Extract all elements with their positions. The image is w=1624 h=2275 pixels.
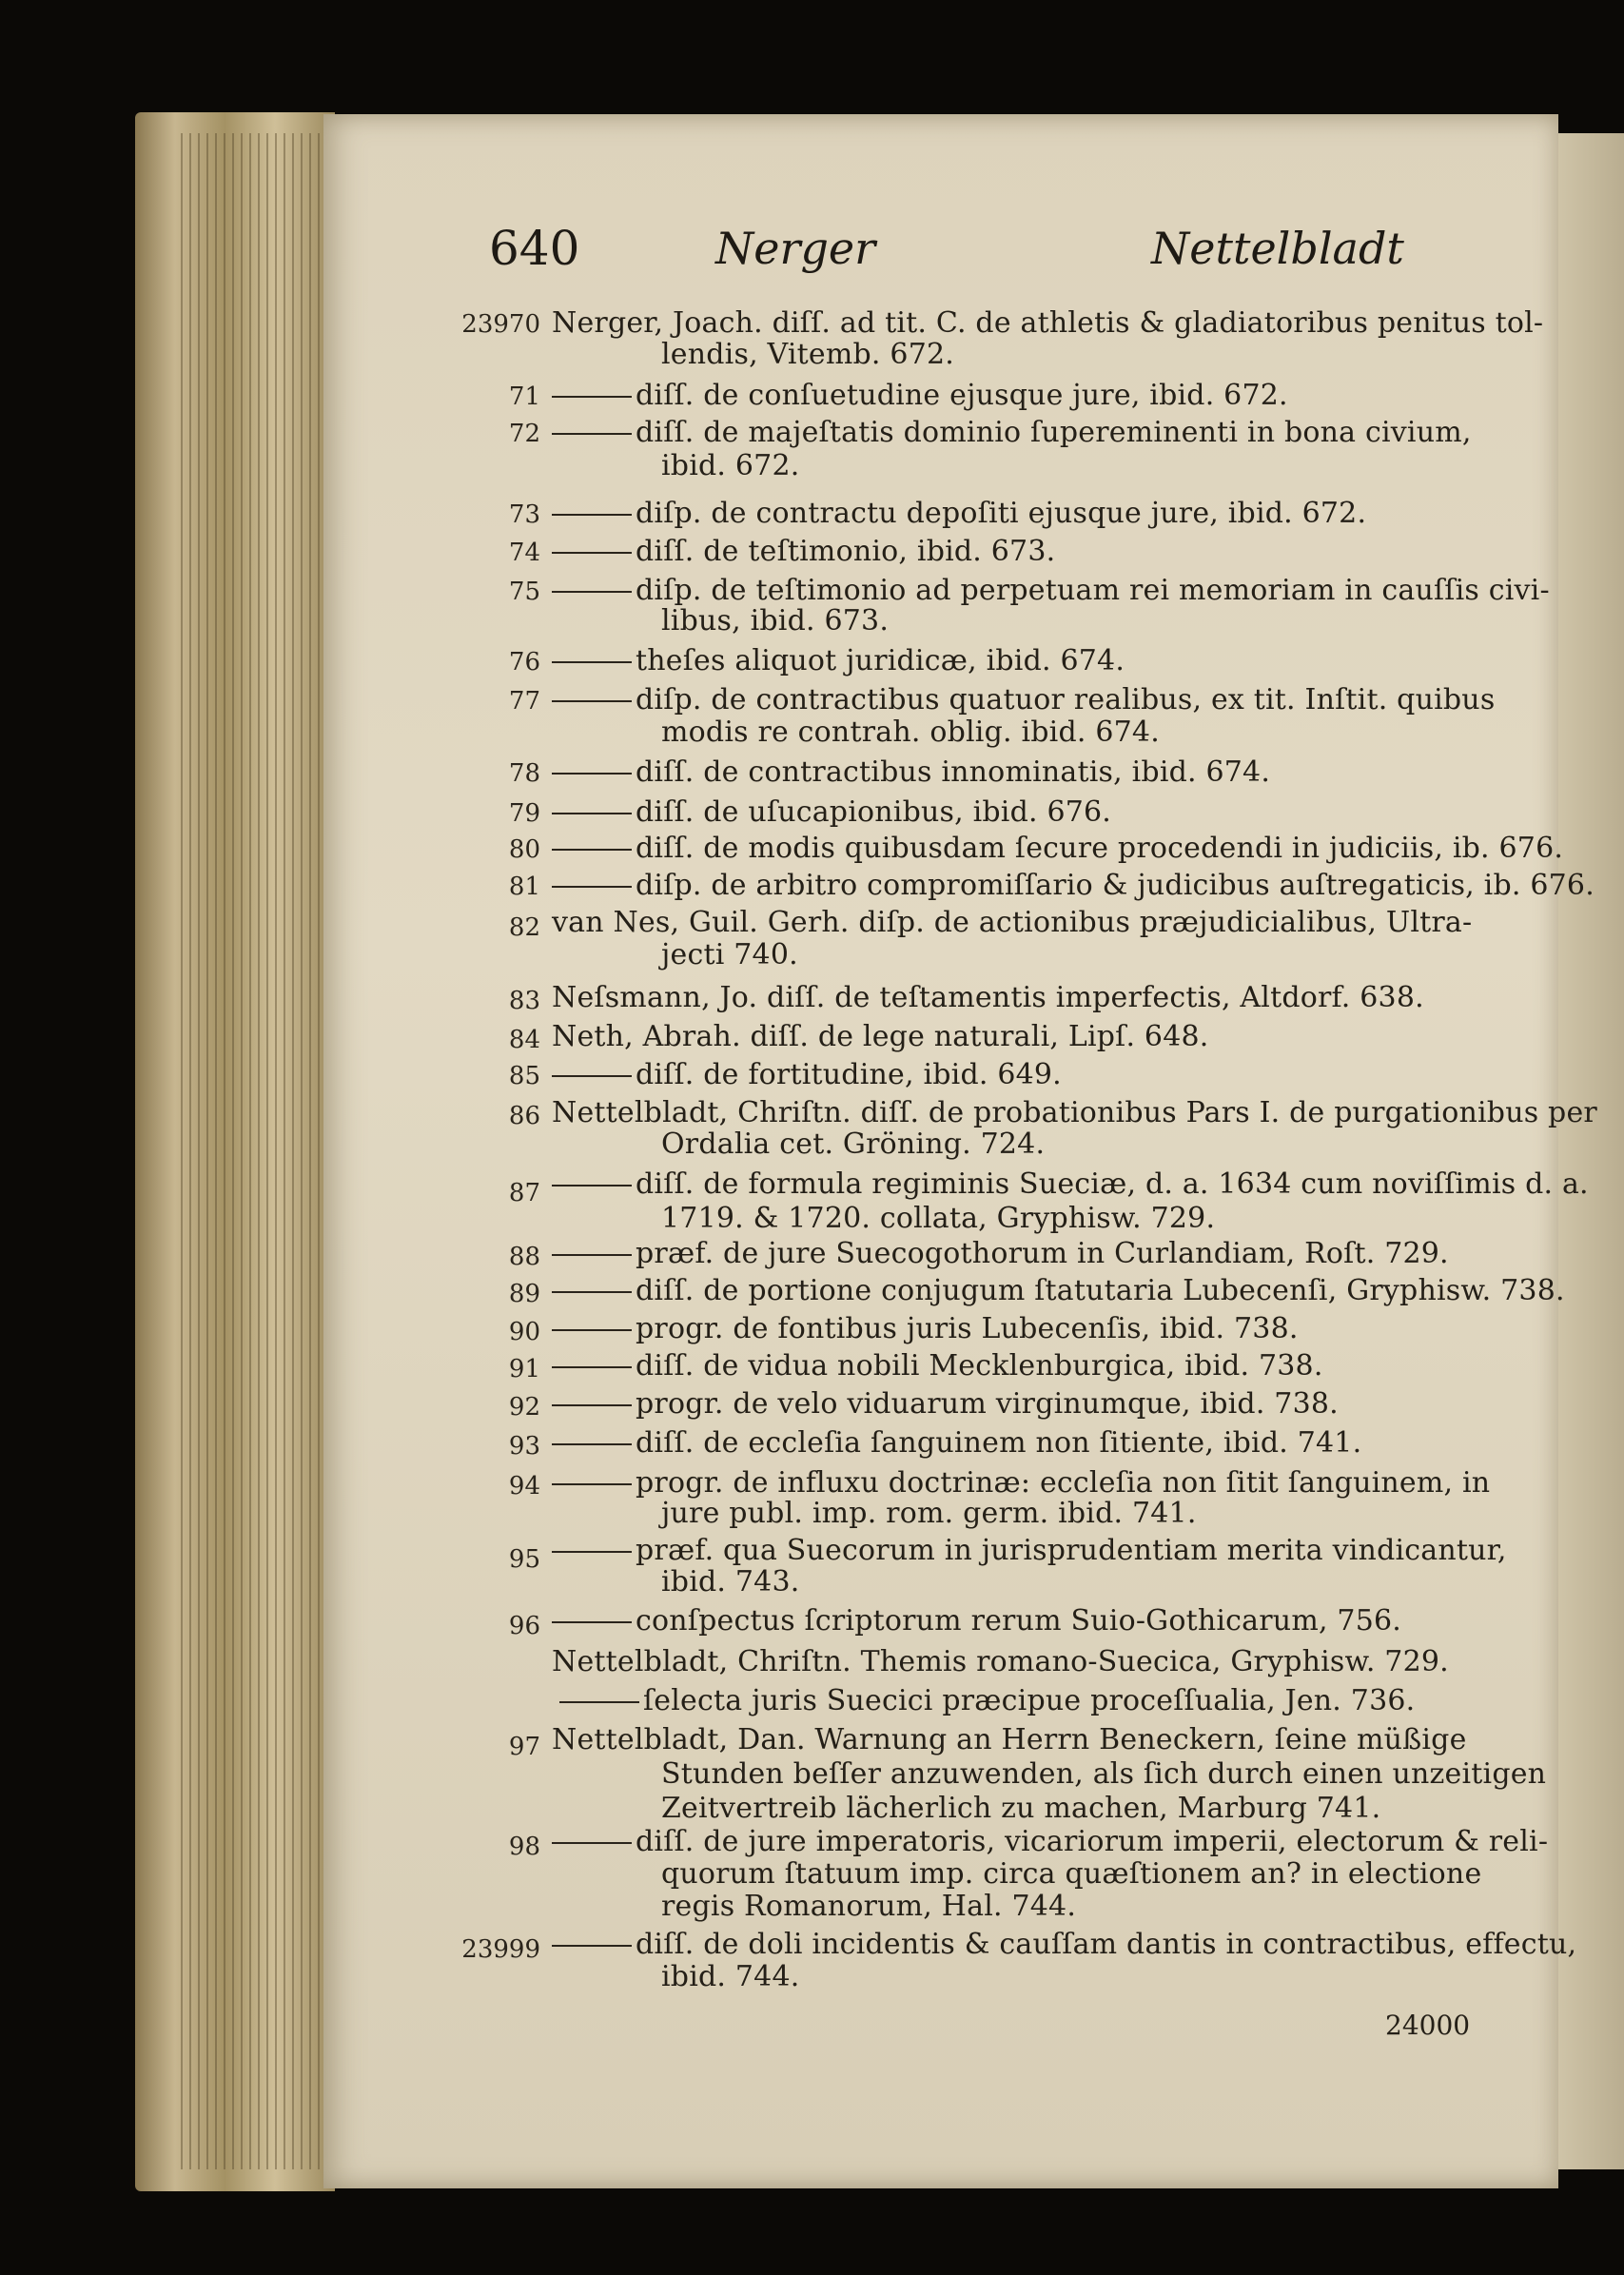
entry-number: 90 [508, 1318, 540, 1346]
entry-number: 75 [508, 578, 540, 606]
page-number: 640 [489, 221, 580, 276]
ditto-dash [559, 1701, 639, 1703]
entry-line: progr. de fontibus juris Lubecenſis, ibid. 738. [636, 1312, 1299, 1345]
ditto-dash [552, 552, 632, 554]
entry-line: jecti 740. [661, 938, 798, 971]
ditto-dash [552, 1842, 632, 1844]
entry-line: Nettelbladt, Chriſtn. diſſ. de probationibus Pars I. de purgationibus per [552, 1096, 1597, 1129]
ditto-dash [552, 1443, 632, 1445]
entry-line: progr. de velo viduarum virginumque, ibid. 738. [636, 1387, 1339, 1421]
entry-number: 82 [508, 913, 540, 942]
entry-line: diſſ. de vidua nobili Mecklenburgica, ibid. 738. [636, 1349, 1323, 1383]
ditto-dash [552, 1621, 632, 1623]
entry-number: 85 [508, 1062, 540, 1090]
ditto-dash [552, 661, 632, 663]
entry-line: regis Romanorum, Hal. 744. [661, 1890, 1077, 1923]
entry-line: progr. de influxu doctrinæ: eccleſia non ſitit ſanguinem, in [636, 1466, 1491, 1500]
entry-line: diſſ. de jure imperatoris, vicariorum imperii, electorum & reli- [636, 1825, 1549, 1858]
entry-line: quorum ſtatuum imp. circa quæſtionem an? in electione [661, 1857, 1482, 1891]
entry-line: diſſ. de uſucapionibus, ibid. 676. [636, 795, 1112, 829]
entry-line: ſelecta juris Suecici præcipue proceſſualia, Jen. 736. [643, 1684, 1416, 1717]
entry-number: 79 [508, 799, 540, 828]
ditto-dash [552, 813, 632, 814]
entry-number: 81 [508, 873, 540, 901]
entry-number: 88 [508, 1243, 540, 1271]
entry-line: theſes aliquot juridicæ, ibid. 674. [636, 644, 1125, 677]
header-right-title: Nettelbladt [1151, 223, 1404, 274]
entry-number: 86 [508, 1102, 540, 1130]
entry-line: jure publ. imp. rom. germ. ibid. 741. [661, 1497, 1197, 1530]
entry-line: præf. qua Suecorum in jurisprudentiam merita vindicantur, [636, 1534, 1507, 1567]
entry-line: libus, ibid. 673. [661, 604, 890, 637]
entry-number: 96 [508, 1612, 540, 1640]
entry-line: diſſ. de eccleſia ſanguinem non ſitiente, ibid. 741. [636, 1426, 1362, 1460]
entry-line: Nettelbladt, Dan. Warnung an Herrn Beneckern, ſeine müßige [552, 1723, 1467, 1756]
ditto-dash [552, 1551, 632, 1553]
entry-line: diſſ. de modis quibusdam ſecure procedendi in judiciis, ib. 676. [636, 832, 1564, 865]
entry-number: 94 [508, 1472, 540, 1500]
entry-number: 89 [508, 1280, 540, 1308]
ditto-dash [552, 1483, 632, 1485]
entry-number: 80 [508, 835, 540, 864]
ditto-dash [552, 433, 632, 435]
entry-line: Zeitvertreib lächerlich zu machen, Marburg 741. [661, 1792, 1381, 1825]
entry-number: 95 [508, 1545, 540, 1574]
entry-number: 71 [508, 382, 540, 411]
entry-line: Nettelbladt, Chriſtn. Themis romano-Suecica, Gryphisw. 729. [552, 1645, 1449, 1678]
entry-line: Neſsmann, Jo. diſſ. de teſtamentis imperfectis, Altdorf. 638. [552, 981, 1424, 1014]
entry-line: diſp. de contractu depoſiti ejusque jure, ibid. 672. [636, 497, 1367, 530]
entry-line: diſp. de arbitro compromiſſario & judicibus auſtregaticis, ib. 676. [636, 869, 1595, 902]
entry-number: 97 [508, 1733, 540, 1761]
entry-line: Nerger, Joach. diſſ. ad tit. C. de athletis & gladiatoribus penitus tol- [552, 306, 1544, 340]
entry-line: Neth, Abrah. diſſ. de lege naturali, Lipſ. 648. [552, 1020, 1209, 1053]
ditto-dash [552, 1329, 632, 1331]
ditto-dash [552, 849, 632, 851]
entry-number: 83 [508, 987, 540, 1015]
entry-line: diſſ. de portione conjugum ſtatutaria Lubecenſi, Gryphisw. 738. [636, 1274, 1565, 1307]
entry-line: conſpectus ſcriptorum rerum Suio-Gothicarum, 756. [636, 1604, 1402, 1638]
entry-number: 23970 [461, 310, 540, 339]
entry-number: 73 [508, 500, 540, 529]
ditto-dash [552, 773, 632, 775]
ditto-dash [552, 1254, 632, 1256]
entry-line: ibid. 672. [661, 449, 800, 482]
entry-number: 98 [508, 1833, 540, 1861]
ditto-dash [552, 700, 632, 702]
entry-line: diſſ. de fortitudine, ibid. 649. [636, 1058, 1062, 1091]
entry-line: Stunden beſſer anzuwenden, als ſich durch einen unzeitigen [661, 1757, 1547, 1791]
catchword: 24000 [1385, 2010, 1471, 2041]
entry-line: diſſ. de conſuetudine ejusque jure, ibid. 672. [636, 379, 1288, 412]
entry-line: diſſ. de majeſtatis dominio ſupereminenti in bona civium, [636, 416, 1472, 449]
ditto-dash [552, 1291, 632, 1293]
entry-line: ibid. 743. [661, 1565, 800, 1598]
entry-line: diſſ. de doli incidentis & cauſſam dantis in contractibus, effectu, [636, 1928, 1577, 1961]
entry-number: 84 [508, 1026, 540, 1054]
entry-line: diſp. de teſtimonio ad perpetuam rei memoriam in cauſſis civi- [636, 574, 1550, 607]
entry-line: Ordalia cet. Gröning. 724. [661, 1128, 1046, 1161]
entry-line: diſſ. de contractibus innominatis, ibid. 674. [636, 755, 1271, 789]
entry-number: 23999 [461, 1935, 540, 1964]
entry-line: modis re contrah. oblig. ibid. 674. [661, 716, 1160, 749]
ditto-dash [552, 1366, 632, 1368]
entry-line: diſp. de contractibus quatuor realibus, ex tit. Inſtit. quibus [636, 683, 1496, 716]
entry-line: 1719. & 1720. collata, Gryphisw. 729. [661, 1202, 1216, 1235]
entry-line: diſſ. de formula regiminis Sueciæ, d. a. 1634 cum noviſſimis d. a. [636, 1167, 1589, 1201]
entry-number: 77 [508, 687, 540, 716]
entry-number: 72 [508, 420, 540, 448]
entry-number: 78 [508, 759, 540, 788]
ditto-dash [552, 396, 632, 398]
ditto-dash [552, 514, 632, 516]
ditto-dash [552, 886, 632, 888]
entry-line: lendis, Vitemb. 672. [661, 338, 954, 371]
ditto-dash [552, 1075, 632, 1077]
entry-line: diſſ. de teſtimonio, ibid. 673. [636, 535, 1056, 568]
entry-number: 91 [508, 1355, 540, 1383]
entry-number: 93 [508, 1432, 540, 1461]
entry-number: 92 [508, 1393, 540, 1422]
header-left-title: Nerger [715, 223, 876, 274]
ditto-dash [552, 1945, 632, 1947]
entry-number: 76 [508, 648, 540, 677]
entry-line: ibid. 744. [661, 1960, 800, 1993]
ditto-dash [552, 1185, 632, 1187]
entry-line: præf. de jure Suecogothorum in Curlandiam, Roſt. 729. [636, 1237, 1449, 1270]
entry-number: 74 [508, 539, 540, 567]
entry-number: 87 [508, 1179, 540, 1207]
ditto-dash [552, 591, 632, 593]
ditto-dash [552, 1404, 632, 1406]
entry-line: van Nes, Guil. Gerh. diſp. de actionibus præjudicialibus, Ultra- [552, 906, 1473, 939]
